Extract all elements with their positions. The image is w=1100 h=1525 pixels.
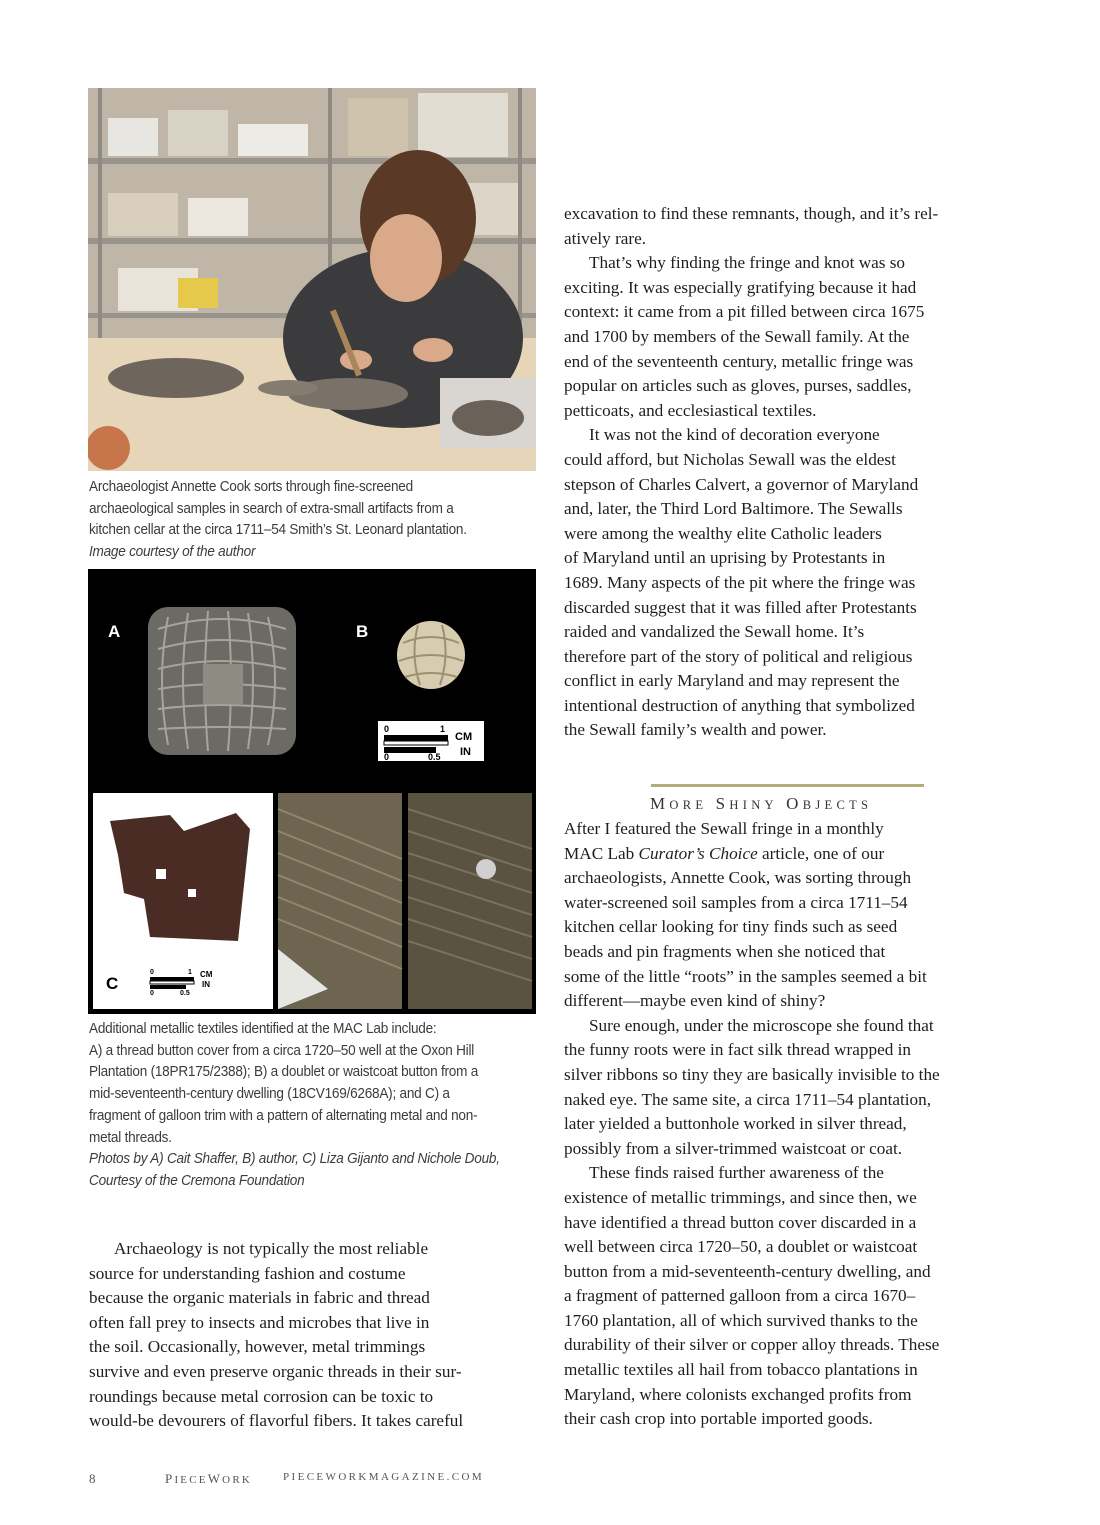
text-line: Sure enough, under the microscope she found that xyxy=(589,1015,934,1035)
text-line: beads and pin fragments when she noticed that xyxy=(564,941,886,961)
label-a: A xyxy=(108,622,121,641)
label-c: C xyxy=(106,974,119,993)
caption-line: archaeological samples in search of extra-small artifacts from a xyxy=(89,500,454,517)
text-line: raided and vandalized the Sewall home. It’s xyxy=(564,622,865,642)
scale-tick-label: 0 xyxy=(384,724,390,734)
text-line: exciting. It was especially gratifying because it had xyxy=(564,277,917,297)
text-line: Archaeology is not typically the most reliable xyxy=(114,1239,429,1258)
text-line: the soil. Occasionally, however, metal trimmings xyxy=(89,1337,426,1357)
scale-unit-label: IN xyxy=(460,746,471,758)
text-line: water-screened soil samples from a circa 1711–54 xyxy=(564,892,908,912)
text-line: their cash crop into portable imported goods. xyxy=(564,1409,873,1429)
scale-unit-label: CM xyxy=(200,970,213,979)
caption-line: mid-seventeenth-century dwelling (18CV169/6268A); and C) a xyxy=(89,1086,450,1103)
microscope-view xyxy=(278,793,402,1009)
text-line: and 1700 by members of the Sewall family. At the xyxy=(564,326,910,346)
text-line: conflict in early Maryland and may represent the xyxy=(564,671,900,691)
text-segment: MAC Lab xyxy=(564,843,639,863)
scale-tick-label: 0 xyxy=(384,752,390,762)
artifact-plate xyxy=(88,569,536,1014)
text-line: source for understanding fashion and costume xyxy=(89,1263,406,1283)
caption-line: fragment of galloon trim with a pattern of alternating metal and non- xyxy=(89,1107,478,1124)
scale-tick-label: 0.5 xyxy=(180,990,190,997)
text-line xyxy=(564,842,1014,867)
text-line: and, later, the Third Lord Baltimore. The Sewalls xyxy=(564,499,903,519)
text-line: a fragment of patterned galloon from a circa 1670– xyxy=(564,1286,916,1306)
text-line: survive and even preserve organic threads in their sur- xyxy=(89,1361,462,1381)
text-line: discarded suggest that it was filled after Protestants xyxy=(564,597,917,617)
text-line: 1760 plantation, all of which survived thanks to the xyxy=(564,1310,918,1330)
publication-title: Curator’s Choice xyxy=(638,843,758,863)
text-line: silver ribbons so tiny they are basically invisible to the xyxy=(564,1064,940,1084)
text-line: These finds raised further awareness of the xyxy=(589,1163,884,1183)
text-line: because the organic materials in fabric and thread xyxy=(89,1288,430,1308)
text-line: some of the little “roots” in the samples seemed a bit xyxy=(564,966,927,986)
figure2-caption xyxy=(89,1019,535,1193)
heading-smallcaps: BJECTS xyxy=(802,798,873,812)
text-line: context: it came from a pit filled between circa 1675 xyxy=(564,302,925,322)
text-line: archaeologists, Annette Cook, was sorting through xyxy=(564,868,912,888)
body-paragraph xyxy=(564,817,1014,1432)
text-line: of Maryland until an uprising by Protestants in xyxy=(564,548,886,568)
text-line: have identified a thread button cover discarded in a xyxy=(564,1212,917,1232)
caption-line: A) a thread button cover from a circa 1720–50 well at the Oxon Hill xyxy=(89,1042,475,1059)
text-line: It was not the kind of decoration everyone xyxy=(589,425,880,445)
text-line: excavation to find these remnants, though, and it’s rel- xyxy=(564,204,939,223)
photo-credit: Photos by A) Cait Shaffer, B) author, C) Liza Gijanto and Nichole Doub, xyxy=(89,1151,500,1168)
label-b: B xyxy=(356,622,369,641)
heading-smallcaps: HINY xyxy=(729,798,778,812)
scale-tick-label: 1 xyxy=(188,969,192,976)
text-line: popular on articles such as gloves, purses, saddles, xyxy=(564,376,912,396)
caption-line: Archaeologist Annette Cook sorts through fine-screened xyxy=(89,479,413,495)
magazine-name xyxy=(165,1471,252,1487)
text-line: atively rare. xyxy=(564,228,647,248)
text-line: possibly from a silver-trimmed waistcoat or coat. xyxy=(564,1138,903,1158)
lab-photo xyxy=(88,88,536,471)
page-number: 8 xyxy=(89,1471,96,1486)
heading-initial: O xyxy=(786,794,803,813)
scale-unit-label: IN xyxy=(202,980,210,989)
text-line: end of the seventeenth century, metallic fringe was xyxy=(564,351,914,371)
text-segment: article, one of our xyxy=(757,843,885,863)
text-line: kitchen cellar looking for tiny finds such as seed xyxy=(564,917,898,937)
text-line: were among the wealthy elite Catholic leaders xyxy=(564,523,882,543)
caption-line: Additional metallic textiles identified at the MAC Lab include: xyxy=(89,1021,437,1037)
text-line: could afford, but Nicholas Sewall was the eldest xyxy=(564,449,896,469)
text-line: That’s why finding the fringe and knot was so xyxy=(589,253,906,273)
section-heading xyxy=(650,794,940,814)
text-line: would-be devourers of flavorful fibers. It takes careful xyxy=(89,1411,464,1431)
section-rule xyxy=(651,784,924,787)
photo-credit: Courtesy of the Cremona Foundation xyxy=(89,1172,305,1189)
text-line: existence of metallic trimmings, and since then, we xyxy=(564,1187,917,1207)
scale-tick-label: 1 xyxy=(440,724,446,734)
text-line: petticoats, and ecclesiastical textiles. xyxy=(564,400,817,420)
magazine-name-smallcaps: ORK xyxy=(222,1474,252,1486)
scale-unit-label: CM xyxy=(455,731,473,743)
text-line: Maryland, where colonists exchanged profits from xyxy=(564,1384,912,1404)
body-paragraph xyxy=(564,202,1014,743)
photo-credit: Image courtesy of the author xyxy=(89,544,256,561)
text-line: different—maybe even kind of shiny? xyxy=(564,991,826,1011)
text-line: naked eye. The same site, a circa 1711–54 plantation, xyxy=(564,1089,932,1109)
figure1-caption xyxy=(89,477,535,564)
text-line: later yielded a buttonhole worked in silver thread, xyxy=(564,1114,907,1134)
text-line: stepson of Charles Calvert, a governor of Maryland xyxy=(564,474,919,494)
text-line: therefore part of the story of political and religious xyxy=(564,646,913,666)
scale-bar xyxy=(378,721,484,762)
heading-initial: S xyxy=(715,794,730,813)
caption-line: metal threads. xyxy=(89,1129,172,1146)
waistcoat-button xyxy=(397,621,465,689)
text-line: roundings because metal corrosion can be toxic to xyxy=(89,1386,434,1406)
magazine-name-initial: P xyxy=(165,1471,175,1486)
text-line: often fall prey to insects and microbes that live in xyxy=(89,1312,430,1332)
caption-line: kitchen cellar at the circa 1711–54 Smith’s St. Leonard plantation. xyxy=(89,522,467,539)
scale-tick-label: 0 xyxy=(150,969,154,976)
caption-line: Plantation (18PR175/2388); B) a doublet or waistcoat button from a xyxy=(89,1064,479,1081)
text-line: intentional destruction of anything that symbolized xyxy=(564,695,915,715)
text-line: durability of their silver or copper alloy threads. These xyxy=(564,1335,940,1355)
heading-initial: M xyxy=(650,794,670,813)
scale-tick-label: 0 xyxy=(150,990,154,997)
text-line: well between circa 1720–50, a doublet or waistcoat xyxy=(564,1237,918,1257)
magazine-name-initial: W xyxy=(207,1471,223,1486)
text-line: button from a mid-seventeenth-century dwelling, and xyxy=(564,1261,931,1281)
thread-button-cover xyxy=(148,607,296,755)
text-line: the funny roots were in fact silk thread wrapped in xyxy=(564,1040,911,1060)
magazine-name-smallcaps: IECE xyxy=(174,1474,208,1486)
scale-tick-label: 0.5 xyxy=(428,752,441,762)
text-line: After I featured the Sewall fringe in a monthly xyxy=(564,819,884,838)
heading-smallcaps: ORE xyxy=(669,798,708,812)
microscope-view xyxy=(408,793,532,1009)
magazine-url: PIECEWORKMAGAZINE.COM xyxy=(283,1471,485,1483)
text-line: the Sewall family’s wealth and power. xyxy=(564,720,827,740)
body-paragraph xyxy=(89,1237,539,1434)
text-line: metallic textiles all hail from tobacco plantations in xyxy=(564,1360,918,1380)
text-line: 1689. Many aspects of the pit where the fringe was xyxy=(564,572,916,592)
